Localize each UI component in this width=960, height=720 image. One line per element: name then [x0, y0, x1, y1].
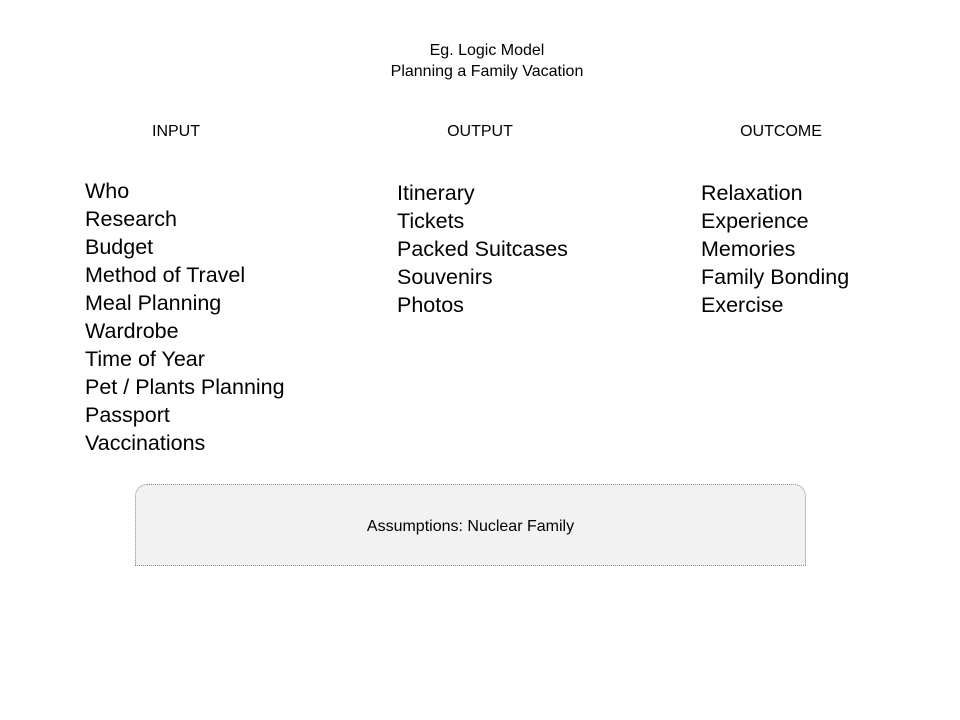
list-item: Time of Year: [85, 347, 205, 371]
list-item: Itinerary: [397, 181, 475, 205]
list-item: Memories: [701, 237, 796, 261]
title-line-2: Planning a Family Vacation: [390, 63, 584, 80]
list-item: Budget: [85, 235, 154, 259]
list-item: Wardrobe: [85, 319, 179, 343]
list-item: Tickets: [397, 209, 465, 233]
diagram-title: [0, 40, 960, 82]
list-item: Pet / Plants Planning: [85, 375, 285, 399]
list-item: Method of Travel: [85, 263, 246, 287]
list-item: Who: [85, 179, 130, 203]
column-header-input: INPUT: [152, 123, 200, 140]
list-item: Vaccinations: [85, 431, 206, 455]
column-header-output: OUTPUT: [447, 123, 513, 140]
list-item: Research: [85, 207, 178, 231]
list-item: Relaxation: [701, 181, 803, 205]
list-item: Experience: [701, 209, 809, 233]
list-item: Family Bonding: [701, 265, 850, 289]
column-header-outcome: OUTCOME: [740, 123, 822, 140]
list-item: Photos: [397, 293, 464, 317]
assumptions-text: Assumptions: Nuclear Family: [366, 517, 575, 535]
output-list: [397, 179, 568, 319]
title-line-1: Eg. Logic Model: [429, 42, 545, 59]
list-item: Souvenirs: [397, 265, 493, 289]
list-item: Packed Suitcases: [397, 237, 568, 261]
outcome-list: [701, 179, 849, 319]
assumptions-box: [135, 484, 806, 566]
input-list: [85, 177, 285, 457]
list-item: Meal Planning: [85, 291, 222, 315]
list-item: Passport: [85, 403, 170, 427]
list-item: Exercise: [701, 293, 784, 317]
